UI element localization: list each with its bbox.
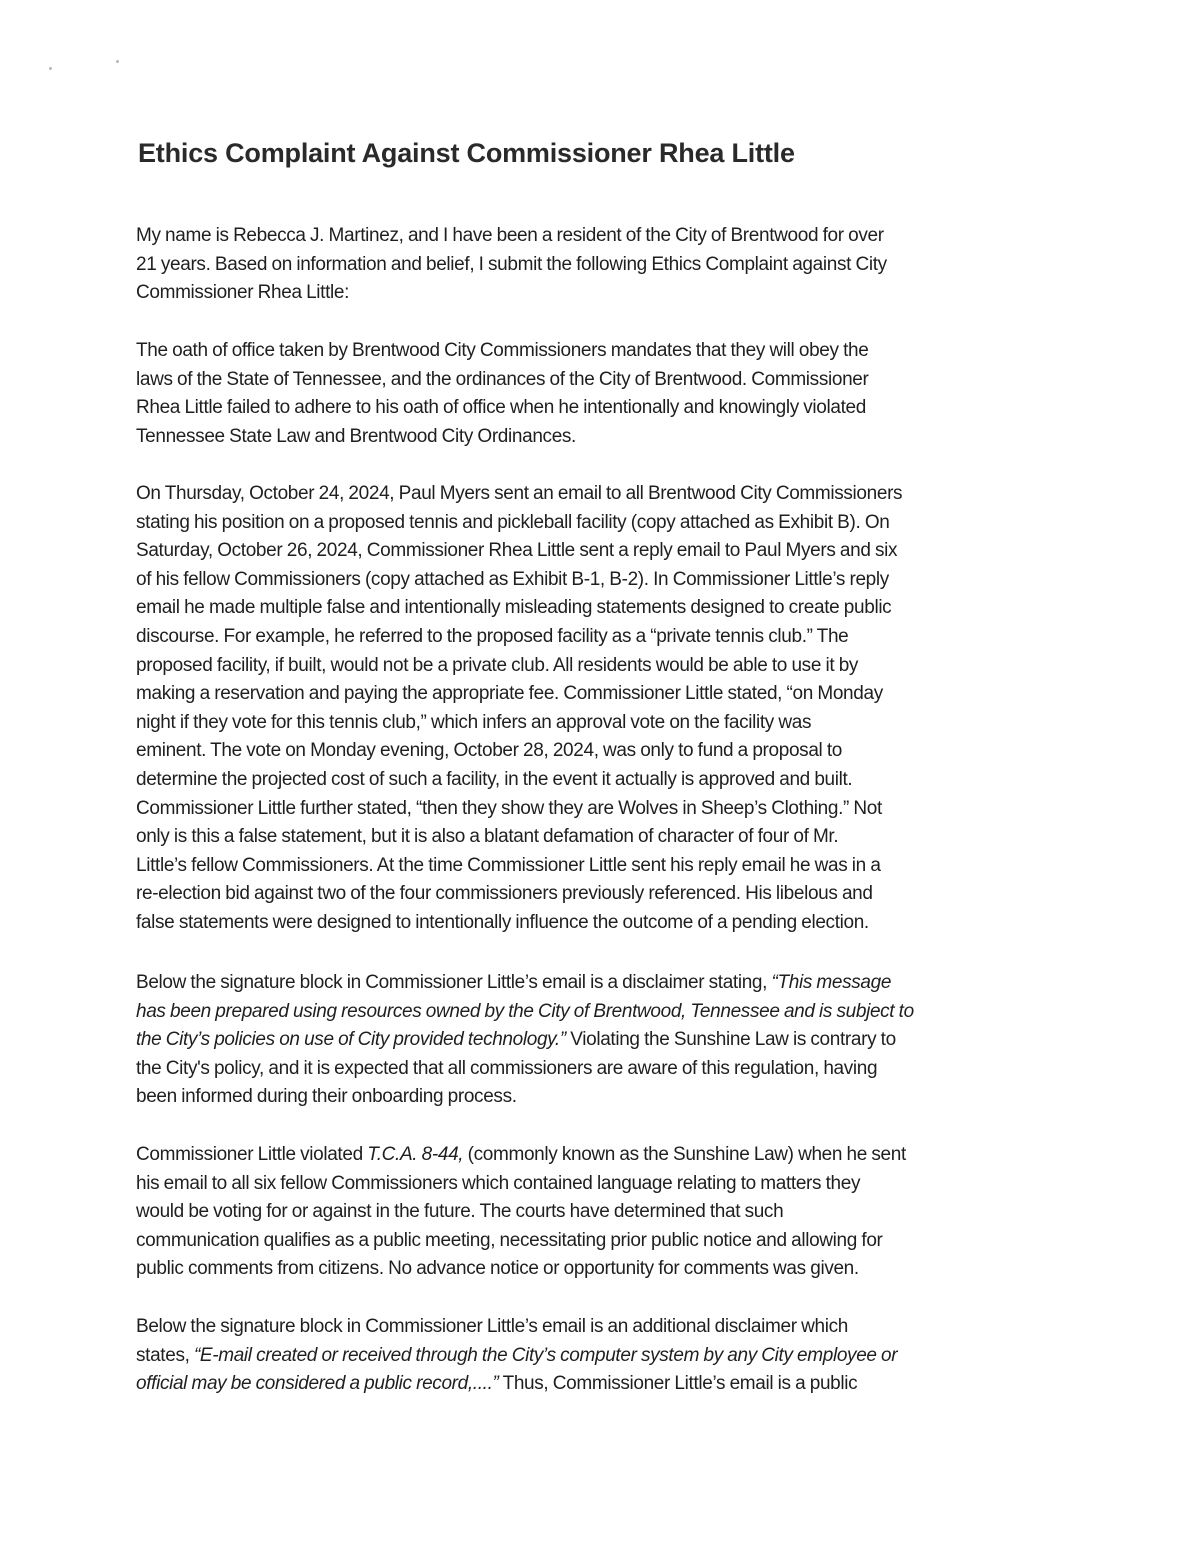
italic-quote-text: the City’s policies on use of City provided technology.” (136, 1029, 566, 1051)
text-line (136, 537, 902, 566)
body-text: laws of the State of Tennessee, and the ordinances of the City of Brentwood. Commissioner (136, 368, 869, 390)
paragraph-public-record-disclaimer (136, 1313, 897, 1399)
body-text: Violating the Sunshine Law is contrary to (565, 1029, 896, 1051)
text-line (136, 279, 887, 308)
body-text: My name is Rebecca J. Martinez, and I have been a resident of the City of Brentwood for over (136, 225, 884, 246)
body-text: communication qualifies as a public meeting, necessitating prior public notice and allowing for (136, 1229, 883, 1251)
text-line (136, 1026, 914, 1055)
body-text: the City's policy, and it is expected that all commissioners are aware of this regulation, having (136, 1057, 878, 1079)
body-text: states, (136, 1344, 194, 1366)
body-text: eminent. The vote on Monday evening, October 28, 2024, was only to fund a proposal to (136, 740, 842, 762)
document-title: Ethics Complaint Against Commissioner Rhea Little (138, 138, 795, 168)
text-line (136, 1055, 914, 1084)
body-text: night if they vote for this tennis club,” which infers an approval vote on the facility was (136, 711, 812, 733)
text-line (136, 366, 868, 395)
italic-quote-text: has been prepared using resources owned by the City of Brentwood, Tennessee and is subject to (136, 1000, 914, 1022)
paragraph-disclaimer-resources (136, 969, 914, 1112)
text-line (136, 766, 902, 795)
text-line (136, 423, 868, 452)
text-line (136, 1083, 914, 1112)
text-line (136, 709, 902, 738)
text-line (136, 480, 902, 509)
body-text: Below the signature block in Commissioner Little’s email is a disclaimer stating, (136, 972, 772, 993)
text-line (136, 566, 902, 595)
italic-quote-text: “This message (771, 972, 892, 993)
text-line (136, 1227, 906, 1256)
paragraph-email-events (136, 480, 902, 938)
text-line (136, 1170, 906, 1199)
body-text: Thus, Commissioner Little’s email is a public (498, 1373, 858, 1395)
body-text: his email to all six fellow Commissioners which contained language relating to matters they (136, 1172, 861, 1194)
paragraph-introduction (136, 222, 887, 308)
text-line (136, 337, 868, 366)
body-text: would be voting for or against in the future. The courts have determined that such (136, 1201, 784, 1223)
body-text: public comments from citizens. No advance notice or opportunity for comments was given. (136, 1258, 859, 1280)
text-line (136, 509, 902, 538)
text-line (136, 852, 902, 881)
text-line (136, 594, 902, 623)
text-line (136, 823, 902, 852)
body-text: Commissioner Little violated (136, 1144, 368, 1165)
body-text: of his fellow Commissioners (copy attached as Exhibit B-1, B-2). In Commissioner Little’s reply (136, 568, 889, 590)
text-line (136, 1313, 897, 1342)
text-line (136, 909, 902, 938)
italic-quote-text: official may be considered a public record,....” (136, 1373, 499, 1395)
italic-quote-text: “E-mail created or received through the City’s computer system by any City employee or (193, 1344, 898, 1366)
text-line (136, 795, 902, 824)
body-text: stating his position on a proposed tennis and pickleball facility (copy attached as Exhibit B). On (136, 511, 890, 533)
body-text: false statements were designed to intentionally influence the outcome of a pending election. (136, 911, 869, 933)
scan-speck (49, 67, 52, 70)
body-text: Below the signature block in Commissioner Little’s email is an additional disclaimer which (136, 1316, 848, 1337)
body-text: proposed facility, if built, would not be a private club. All residents would be able to use it by (136, 654, 859, 676)
body-text: Little’s fellow Commissioners. At the time Commissioner Little sent his reply email he was in a (136, 854, 881, 876)
text-line (136, 251, 887, 280)
text-line (136, 1255, 906, 1284)
body-text: (commonly known as the Sunshine Law) when he sent (463, 1144, 906, 1165)
text-line (136, 737, 902, 766)
body-text: re-election bid against two of the four commissioners previously referenced. His libelous and (136, 883, 873, 905)
paragraph-sunshine-law-violation (136, 1141, 906, 1284)
text-line (136, 222, 887, 251)
body-text: determine the projected cost of such a facility, in the event it actually is approved and built. (136, 768, 853, 790)
body-text: email he made multiple false and intentionally misleading statements designed to create public (136, 597, 892, 619)
body-text: Saturday, October 26, 2024, Commissioner Rhea Little sent a reply email to Paul Myers and six (136, 540, 898, 562)
text-line (136, 1141, 906, 1170)
text-line (136, 880, 902, 909)
scan-speck (116, 60, 119, 63)
body-text: Commissioner Rhea Little: (136, 282, 350, 304)
body-text: making a reservation and paying the appropriate fee. Commissioner Little stated, “on Monday (136, 683, 883, 705)
body-text: Rhea Little failed to adhere to his oath of office when he intentionally and knowingly violated (136, 397, 866, 419)
text-line (136, 1198, 906, 1227)
body-text: Tennessee State Law and Brentwood City Ordinances. (136, 425, 576, 447)
body-text: 21 years. Based on information and belief, I submit the following Ethics Complaint against City (136, 253, 887, 275)
text-line (136, 680, 902, 709)
text-line (136, 969, 914, 998)
body-text: The oath of office taken by Brentwood City Commissioners mandates that they will obey the (136, 340, 869, 361)
text-line (136, 1370, 897, 1399)
paragraph-oath-of-office (136, 337, 868, 451)
body-text: only is this a false statement, but it is also a blatant defamation of character of four of Mr. (136, 826, 839, 848)
text-line (136, 1342, 897, 1371)
text-line (136, 623, 902, 652)
text-line (136, 394, 868, 423)
body-text: Commissioner Little further stated, “then they show they are Wolves in Sheep’s Clothing.” Not (136, 797, 882, 819)
italic-quote-text: T.C.A. 8-44, (367, 1144, 464, 1165)
text-line (136, 652, 902, 681)
body-text: been informed during their onboarding process. (136, 1086, 517, 1108)
body-text: discourse. For example, he referred to the proposed facility as a “private tennis club.” The (136, 625, 849, 647)
body-text: On Thursday, October 24, 2024, Paul Myers sent an email to all Brentwood City Commissioners (136, 483, 903, 504)
text-line (136, 998, 914, 1027)
